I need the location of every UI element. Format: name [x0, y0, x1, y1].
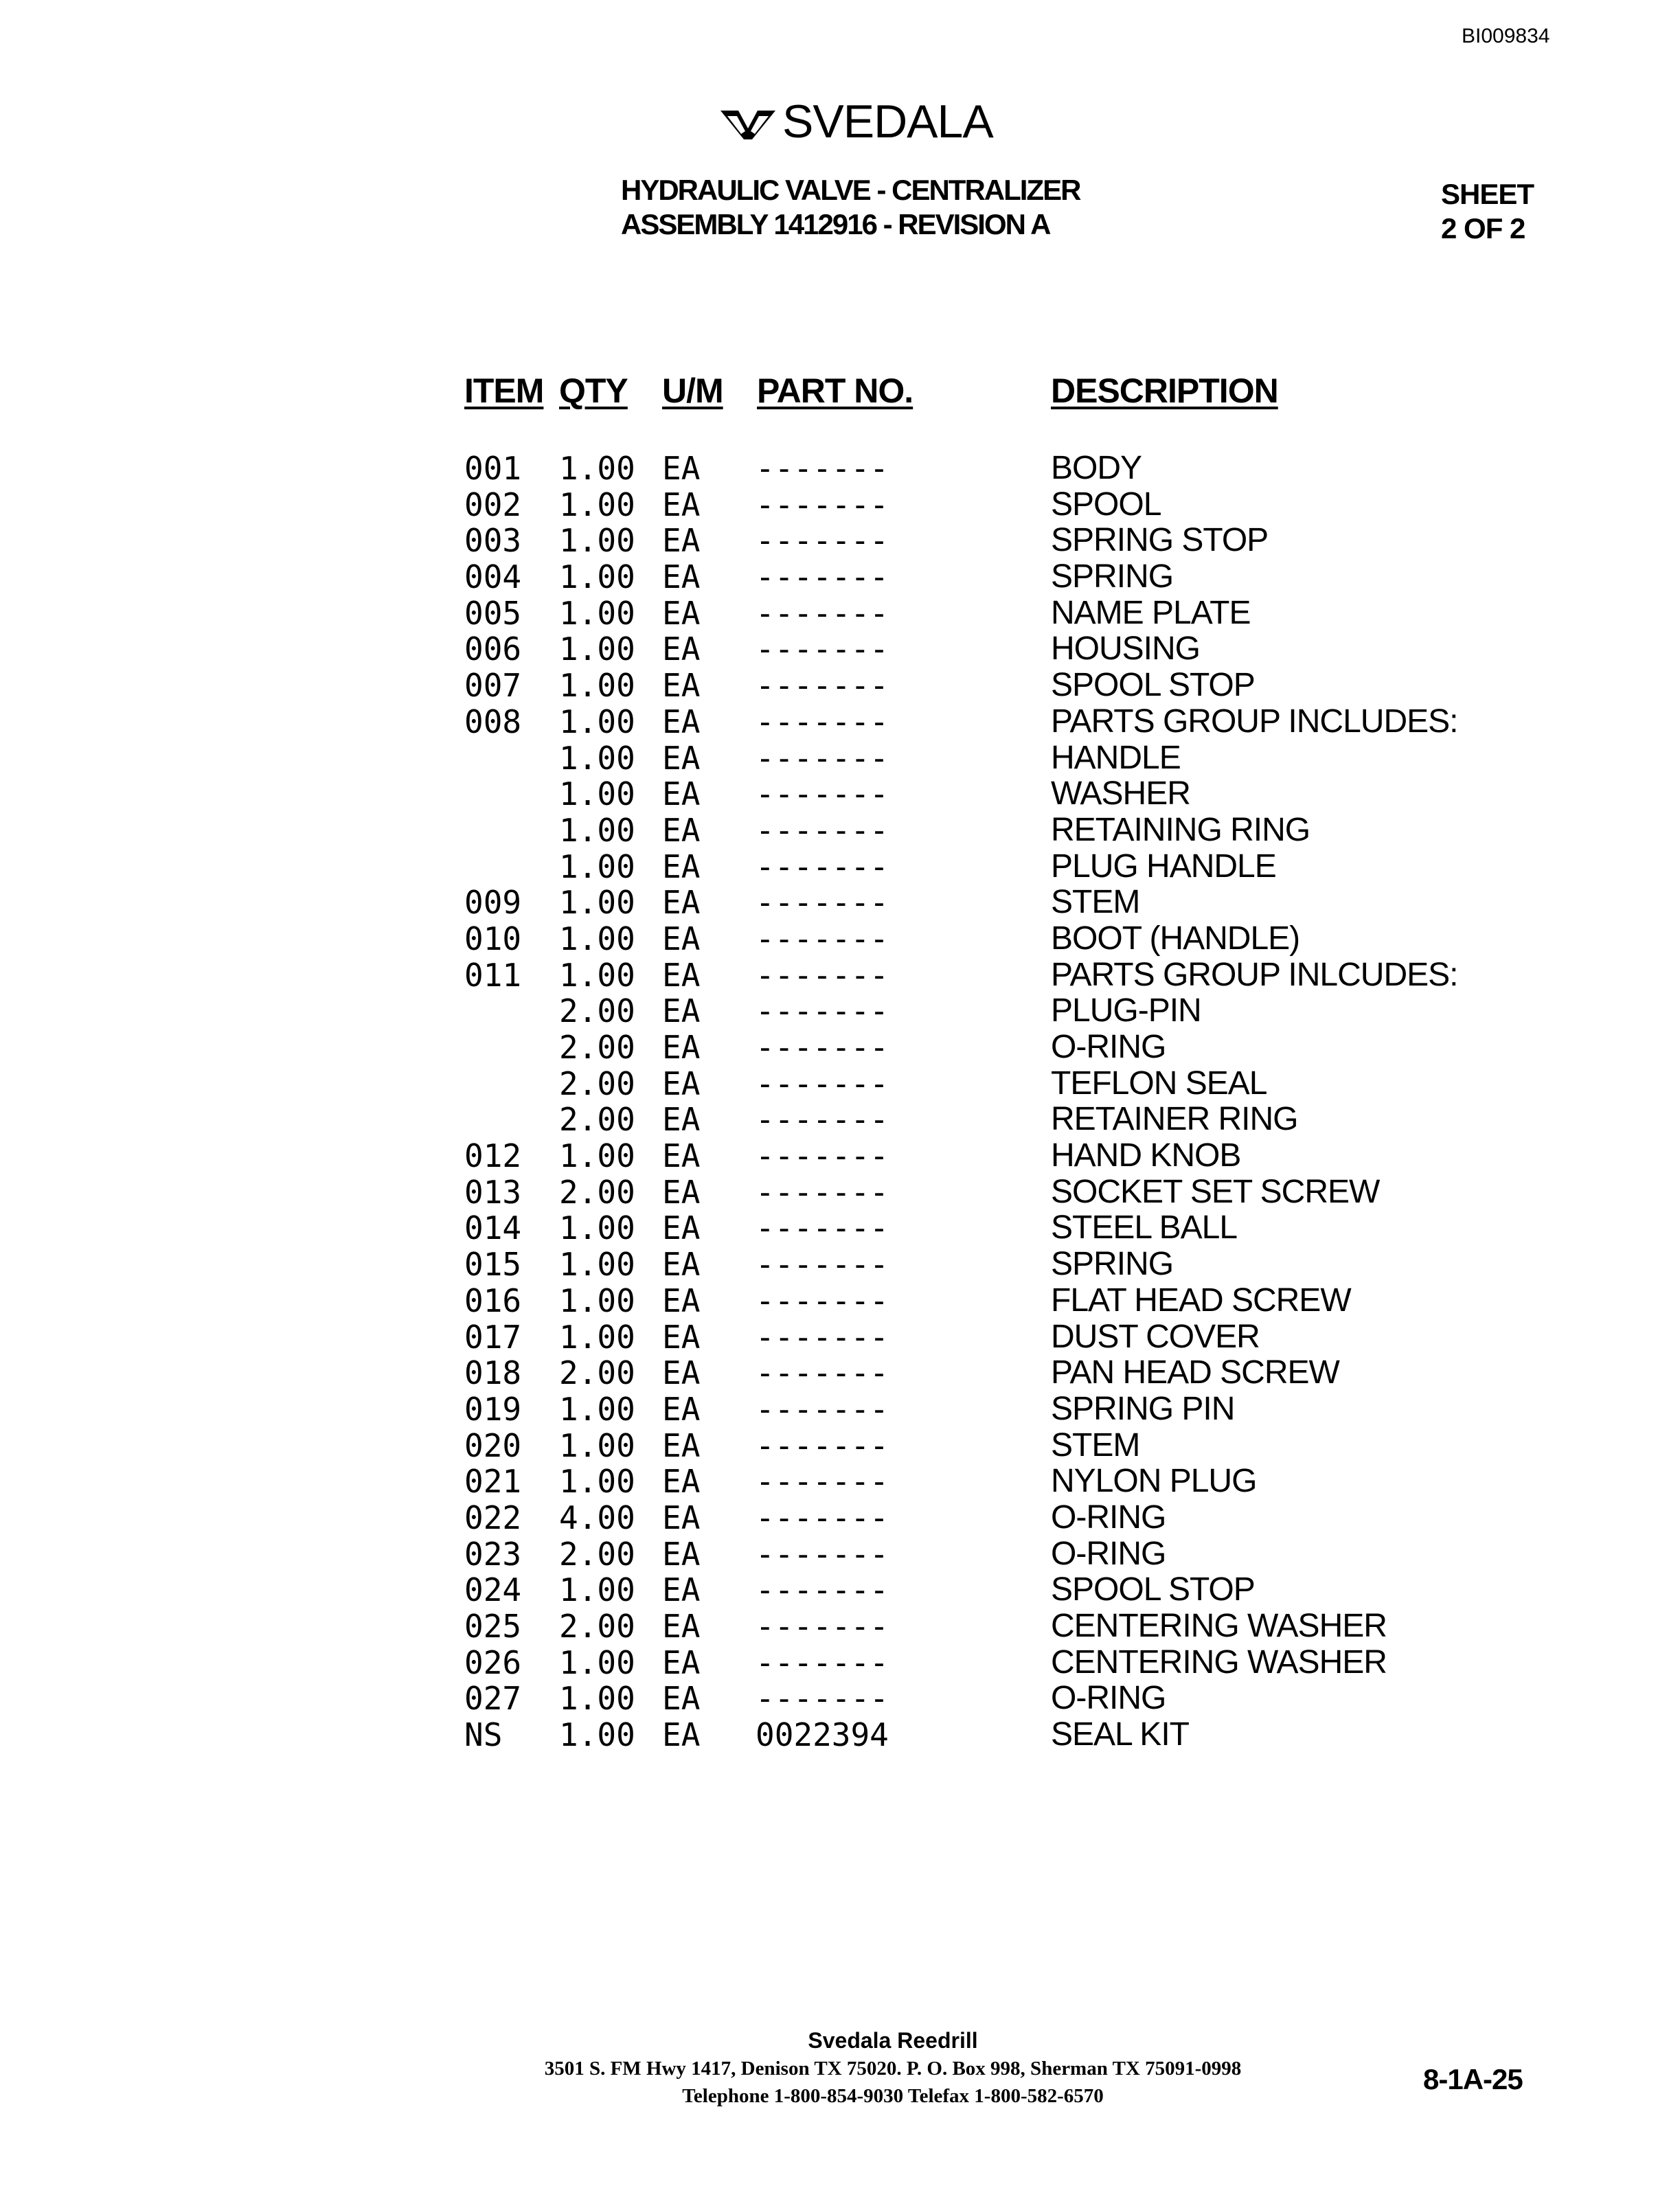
cell-description: CENTERING WASHER: [1051, 1608, 1387, 1644]
cell-quantity: 1.00: [559, 486, 635, 523]
cell-item-number: 025: [464, 1608, 522, 1645]
cell-description: TEFLON SEAL: [1051, 1064, 1267, 1102]
table-row: [0, 523, 1680, 559]
cell-description: O-RING: [1051, 1680, 1166, 1717]
cell-description: SOCKET SET SCREW: [1051, 1173, 1380, 1210]
cell-unit-of-measure: EA: [662, 522, 701, 560]
table-row: [0, 1645, 1680, 1681]
cell-description: PARTS GROUP INLCUDES:: [1051, 956, 1458, 993]
table-row: [0, 1391, 1680, 1428]
cell-quantity: 1.00: [559, 1246, 635, 1284]
table-row: [0, 993, 1680, 1029]
column-header-um: U/M: [662, 372, 723, 410]
company-logo: [718, 95, 993, 148]
cell-item-number: 002: [464, 486, 522, 523]
cell-description: DUST COVER: [1051, 1318, 1260, 1355]
table-row: [0, 1572, 1680, 1608]
cell-item-number: 011: [464, 956, 522, 994]
cell-item-number: 020: [464, 1426, 522, 1464]
cell-part-number: -------: [756, 630, 889, 668]
cell-part-number: -------: [756, 1390, 889, 1428]
cell-quantity: 2.00: [559, 1173, 635, 1211]
cell-unit-of-measure: EA: [662, 739, 701, 777]
page-number: 8-1A-25: [1423, 2063, 1523, 2095]
cell-unit-of-measure: EA: [662, 450, 701, 487]
sheet-indicator: [1441, 177, 1534, 246]
cell-quantity: 2.00: [559, 1101, 635, 1139]
cell-item-number: 013: [464, 1173, 522, 1211]
cell-part-number: -------: [756, 450, 889, 487]
column-header-part-no: PART NO.: [757, 372, 913, 410]
cell-quantity: 1.00: [559, 1390, 635, 1428]
cell-description: FLAT HEAD SCREW: [1051, 1282, 1351, 1319]
table-row: [0, 1319, 1680, 1356]
cell-quantity: 2.00: [559, 1354, 635, 1392]
footer-address: 3501 S. FM Hwy 1417, Denison TX 75020. P. O. Box 998, Sherman TX 75091-0998: [544, 2058, 1242, 2080]
cell-unit-of-measure: EA: [662, 1282, 701, 1319]
cell-description: HOUSING: [1051, 630, 1201, 668]
cell-item-number: 001: [464, 450, 522, 487]
cell-quantity: 1.00: [559, 884, 635, 922]
cell-quantity: 1.00: [559, 1282, 635, 1319]
cell-unit-of-measure: EA: [662, 558, 701, 596]
cell-part-number: -------: [756, 956, 889, 994]
table-row: [0, 1029, 1680, 1066]
cell-part-number: -------: [756, 1282, 889, 1319]
table-row: [0, 740, 1680, 777]
cell-description: RETAINING RING: [1051, 811, 1310, 848]
cell-unit-of-measure: EA: [662, 1535, 701, 1573]
table-row: [0, 1355, 1680, 1391]
cell-description: PAN HEAD SCREW: [1051, 1354, 1339, 1391]
table-row: [0, 1138, 1680, 1174]
table-row: [0, 776, 1680, 812]
table-row: [0, 1428, 1680, 1464]
cell-description: SPRING PIN: [1051, 1390, 1235, 1427]
cell-quantity: 1.00: [559, 1463, 635, 1501]
cell-quantity: 1.00: [559, 1137, 635, 1175]
cell-quantity: 1.00: [559, 920, 635, 957]
cell-part-number: -------: [756, 486, 889, 523]
cell-quantity: 1.00: [559, 739, 635, 777]
cell-part-number: -------: [756, 1426, 889, 1464]
cell-description: PLUG-PIN: [1051, 992, 1201, 1029]
document-title: [621, 173, 1080, 242]
document-id: BI009834: [1462, 25, 1550, 47]
title-line-2: ASSEMBLY 1412916 - REVISION A: [621, 208, 1050, 240]
table-row: [0, 704, 1680, 740]
cell-quantity: 1.00: [559, 847, 635, 885]
cell-item-number: 027: [464, 1680, 522, 1718]
cell-unit-of-measure: EA: [662, 1643, 701, 1681]
cell-unit-of-measure: EA: [662, 1101, 701, 1139]
cell-unit-of-measure: EA: [662, 594, 701, 632]
cell-unit-of-measure: EA: [662, 1173, 701, 1211]
cell-quantity: 2.00: [559, 1064, 635, 1102]
cell-item-number: 017: [464, 1318, 522, 1356]
cell-quantity: 1.00: [559, 1318, 635, 1356]
column-header-item: ITEM: [464, 372, 544, 410]
cell-part-number: -------: [756, 739, 889, 777]
cell-quantity: 2.00: [559, 992, 635, 1030]
cell-description: O-RING: [1051, 1029, 1166, 1065]
cell-unit-of-measure: EA: [662, 486, 701, 523]
cell-unit-of-measure: EA: [662, 1209, 701, 1247]
cell-part-number: -------: [756, 1680, 889, 1718]
cell-description: SPRING: [1051, 1246, 1174, 1283]
cell-description: BODY: [1051, 450, 1142, 486]
cell-item-number: NS: [464, 1716, 503, 1754]
cell-quantity: 1.00: [559, 775, 635, 813]
table-row: [0, 849, 1680, 885]
footer-company: Svedala Reedrill: [808, 2028, 978, 2053]
cell-part-number: -------: [756, 1535, 889, 1573]
cell-part-number: -------: [756, 1463, 889, 1501]
cell-description: O-RING: [1051, 1535, 1166, 1572]
cell-unit-of-measure: EA: [662, 667, 701, 705]
cell-description: HANDLE: [1051, 739, 1181, 776]
cell-description: PLUG HANDLE: [1051, 847, 1276, 885]
cell-part-number: -------: [756, 847, 889, 885]
cell-part-number: -------: [756, 811, 889, 849]
table-row: [0, 1066, 1680, 1102]
cell-part-number: -------: [756, 558, 889, 596]
cell-description: BOOT (HANDLE): [1051, 920, 1300, 957]
cell-description: SPOOL STOP: [1051, 1571, 1255, 1608]
cell-part-number: -------: [756, 1209, 889, 1247]
cell-description: STEM: [1051, 884, 1140, 921]
cell-item-number: 015: [464, 1246, 522, 1284]
table-row: [0, 451, 1680, 487]
cell-quantity: 2.00: [559, 1029, 635, 1066]
cell-unit-of-measure: EA: [662, 703, 701, 740]
cell-part-number: -------: [756, 1499, 889, 1536]
cell-quantity: 1.00: [559, 630, 635, 668]
cell-unit-of-measure: EA: [662, 1680, 701, 1718]
footer-phone: Telephone 1-800-854-9030 Telefax 1-800-582-6570: [682, 2085, 1104, 2107]
cell-part-number: -------: [756, 1101, 889, 1139]
cell-item-number: 014: [464, 1209, 522, 1247]
cell-unit-of-measure: EA: [662, 1318, 701, 1356]
cell-description: O-RING: [1051, 1499, 1166, 1536]
cell-unit-of-measure: EA: [662, 1029, 701, 1066]
table-row: [0, 668, 1680, 704]
cell-part-number: -------: [756, 1137, 889, 1175]
cell-item-number: 023: [464, 1535, 522, 1573]
cell-part-number: -------: [756, 1173, 889, 1211]
table-row: [0, 1717, 1680, 1753]
cell-part-number: -------: [756, 920, 889, 957]
cell-quantity: 1.00: [559, 450, 635, 487]
table-row: [0, 1210, 1680, 1246]
cell-item-number: 009: [464, 884, 522, 922]
cell-item-number: 018: [464, 1354, 522, 1392]
cell-item-number: 005: [464, 594, 522, 632]
cell-unit-of-measure: EA: [662, 1499, 701, 1536]
cell-description: SPRING: [1051, 558, 1174, 595]
cell-unit-of-measure: EA: [662, 956, 701, 994]
title-line-1: HYDRAULIC VALVE - CENTRALIZER: [621, 174, 1080, 206]
cell-unit-of-measure: EA: [662, 1137, 701, 1175]
cell-part-number: -------: [756, 1029, 889, 1066]
footer: [412, 2026, 1374, 2110]
cell-description: NYLON PLUG: [1051, 1463, 1257, 1500]
cell-part-number: -------: [756, 884, 889, 922]
cell-part-number: -------: [756, 1354, 889, 1392]
cell-description: HAND KNOB: [1051, 1137, 1241, 1174]
table-row: [0, 1174, 1680, 1211]
table-row: [0, 1500, 1680, 1536]
table-row: [0, 1246, 1680, 1283]
cell-quantity: 1.00: [559, 1716, 635, 1754]
cell-part-number: -------: [756, 594, 889, 632]
cell-unit-of-measure: EA: [662, 1354, 701, 1392]
cell-quantity: 1.00: [559, 1643, 635, 1681]
cell-item-number: 007: [464, 667, 522, 705]
cell-quantity: 1.00: [559, 594, 635, 632]
cell-part-number: -------: [756, 1064, 889, 1102]
cell-quantity: 1.00: [559, 1680, 635, 1718]
cell-part-number: -------: [756, 522, 889, 560]
cell-unit-of-measure: EA: [662, 630, 701, 668]
cell-unit-of-measure: EA: [662, 811, 701, 849]
cell-description: SEAL KIT: [1051, 1716, 1189, 1753]
cell-part-number: -------: [756, 1571, 889, 1609]
cell-unit-of-measure: EA: [662, 992, 701, 1030]
cell-item-number: 026: [464, 1643, 522, 1681]
cell-description: SPOOL STOP: [1051, 667, 1255, 704]
cell-item-number: 024: [464, 1571, 522, 1609]
cell-quantity: 1.00: [559, 1209, 635, 1247]
column-header-description: DESCRIPTION: [1051, 372, 1278, 410]
cell-unit-of-measure: EA: [662, 1608, 701, 1645]
table-row: [0, 1681, 1680, 1717]
table-row: [0, 1536, 1680, 1573]
cell-unit-of-measure: EA: [662, 1390, 701, 1428]
cell-item-number: 021: [464, 1463, 522, 1501]
parts-list: [0, 451, 1680, 1753]
cell-description: WASHER: [1051, 775, 1190, 812]
cell-quantity: 2.00: [559, 1608, 635, 1645]
cell-unit-of-measure: EA: [662, 1064, 701, 1102]
cell-description: PARTS GROUP INCLUDES:: [1051, 703, 1458, 740]
cell-quantity: 4.00: [559, 1499, 635, 1536]
cell-part-number: -------: [756, 1608, 889, 1645]
cell-item-number: 016: [464, 1282, 522, 1319]
cell-part-number: -------: [756, 703, 889, 740]
table-row: [0, 487, 1680, 523]
table-row: [0, 1283, 1680, 1319]
cell-item-number: 022: [464, 1499, 522, 1536]
cell-item-number: 006: [464, 630, 522, 668]
cell-unit-of-measure: EA: [662, 1463, 701, 1501]
cell-unit-of-measure: EA: [662, 1571, 701, 1609]
cell-unit-of-measure: EA: [662, 884, 701, 922]
cell-unit-of-measure: EA: [662, 1246, 701, 1284]
cell-item-number: 003: [464, 522, 522, 560]
cell-quantity: 1.00: [559, 1571, 635, 1609]
cell-part-number: -------: [756, 775, 889, 813]
cell-part-number: -------: [756, 1246, 889, 1284]
table-row: [0, 812, 1680, 849]
sheet-number: 2 OF 2: [1441, 212, 1525, 244]
table-row: [0, 559, 1680, 595]
cell-description: STEM: [1051, 1426, 1140, 1464]
cell-quantity: 1.00: [559, 1426, 635, 1464]
cell-description: CENTERING WASHER: [1051, 1643, 1387, 1681]
cell-unit-of-measure: EA: [662, 775, 701, 813]
cell-unit-of-measure: EA: [662, 1716, 701, 1754]
table-row: [0, 631, 1680, 668]
cell-part-number: -------: [756, 992, 889, 1030]
cell-quantity: 1.00: [559, 703, 635, 740]
cell-description: SPOOL: [1051, 486, 1161, 523]
cell-unit-of-measure: EA: [662, 1426, 701, 1464]
svedala-logo-icon: [718, 101, 778, 142]
cell-quantity: 1.00: [559, 522, 635, 560]
cell-quantity: 1.00: [559, 667, 635, 705]
table-row: [0, 957, 1680, 994]
table-row: [0, 921, 1680, 957]
cell-item-number: 004: [464, 558, 522, 596]
cell-part-number: -------: [756, 1643, 889, 1681]
cell-item-number: 012: [464, 1137, 522, 1175]
table-row: [0, 885, 1680, 921]
table-row: [0, 1464, 1680, 1500]
table-row: [0, 1608, 1680, 1645]
cell-description: RETAINER RING: [1051, 1101, 1298, 1138]
table-row: [0, 1102, 1680, 1138]
cell-unit-of-measure: EA: [662, 920, 701, 957]
cell-item-number: 010: [464, 920, 522, 957]
cell-description: SPRING STOP: [1051, 522, 1269, 559]
cell-unit-of-measure: EA: [662, 847, 701, 885]
cell-part-number: -------: [756, 667, 889, 705]
logo-wordmark: SVEDALA: [782, 95, 993, 148]
column-header-qty: QTY: [559, 372, 628, 410]
cell-item-number: 008: [464, 703, 522, 740]
cell-quantity: 1.00: [559, 811, 635, 849]
cell-quantity: 1.00: [559, 956, 635, 994]
cell-item-number: 019: [464, 1390, 522, 1428]
sheet-label: SHEET: [1441, 178, 1534, 210]
cell-part-number: -------: [756, 1318, 889, 1356]
cell-part-number: 0022394: [756, 1716, 889, 1754]
cell-quantity: 1.00: [559, 558, 635, 596]
cell-quantity: 2.00: [559, 1535, 635, 1573]
cell-description: STEEL BALL: [1051, 1209, 1238, 1246]
cell-description: NAME PLATE: [1051, 594, 1251, 631]
table-row: [0, 595, 1680, 632]
